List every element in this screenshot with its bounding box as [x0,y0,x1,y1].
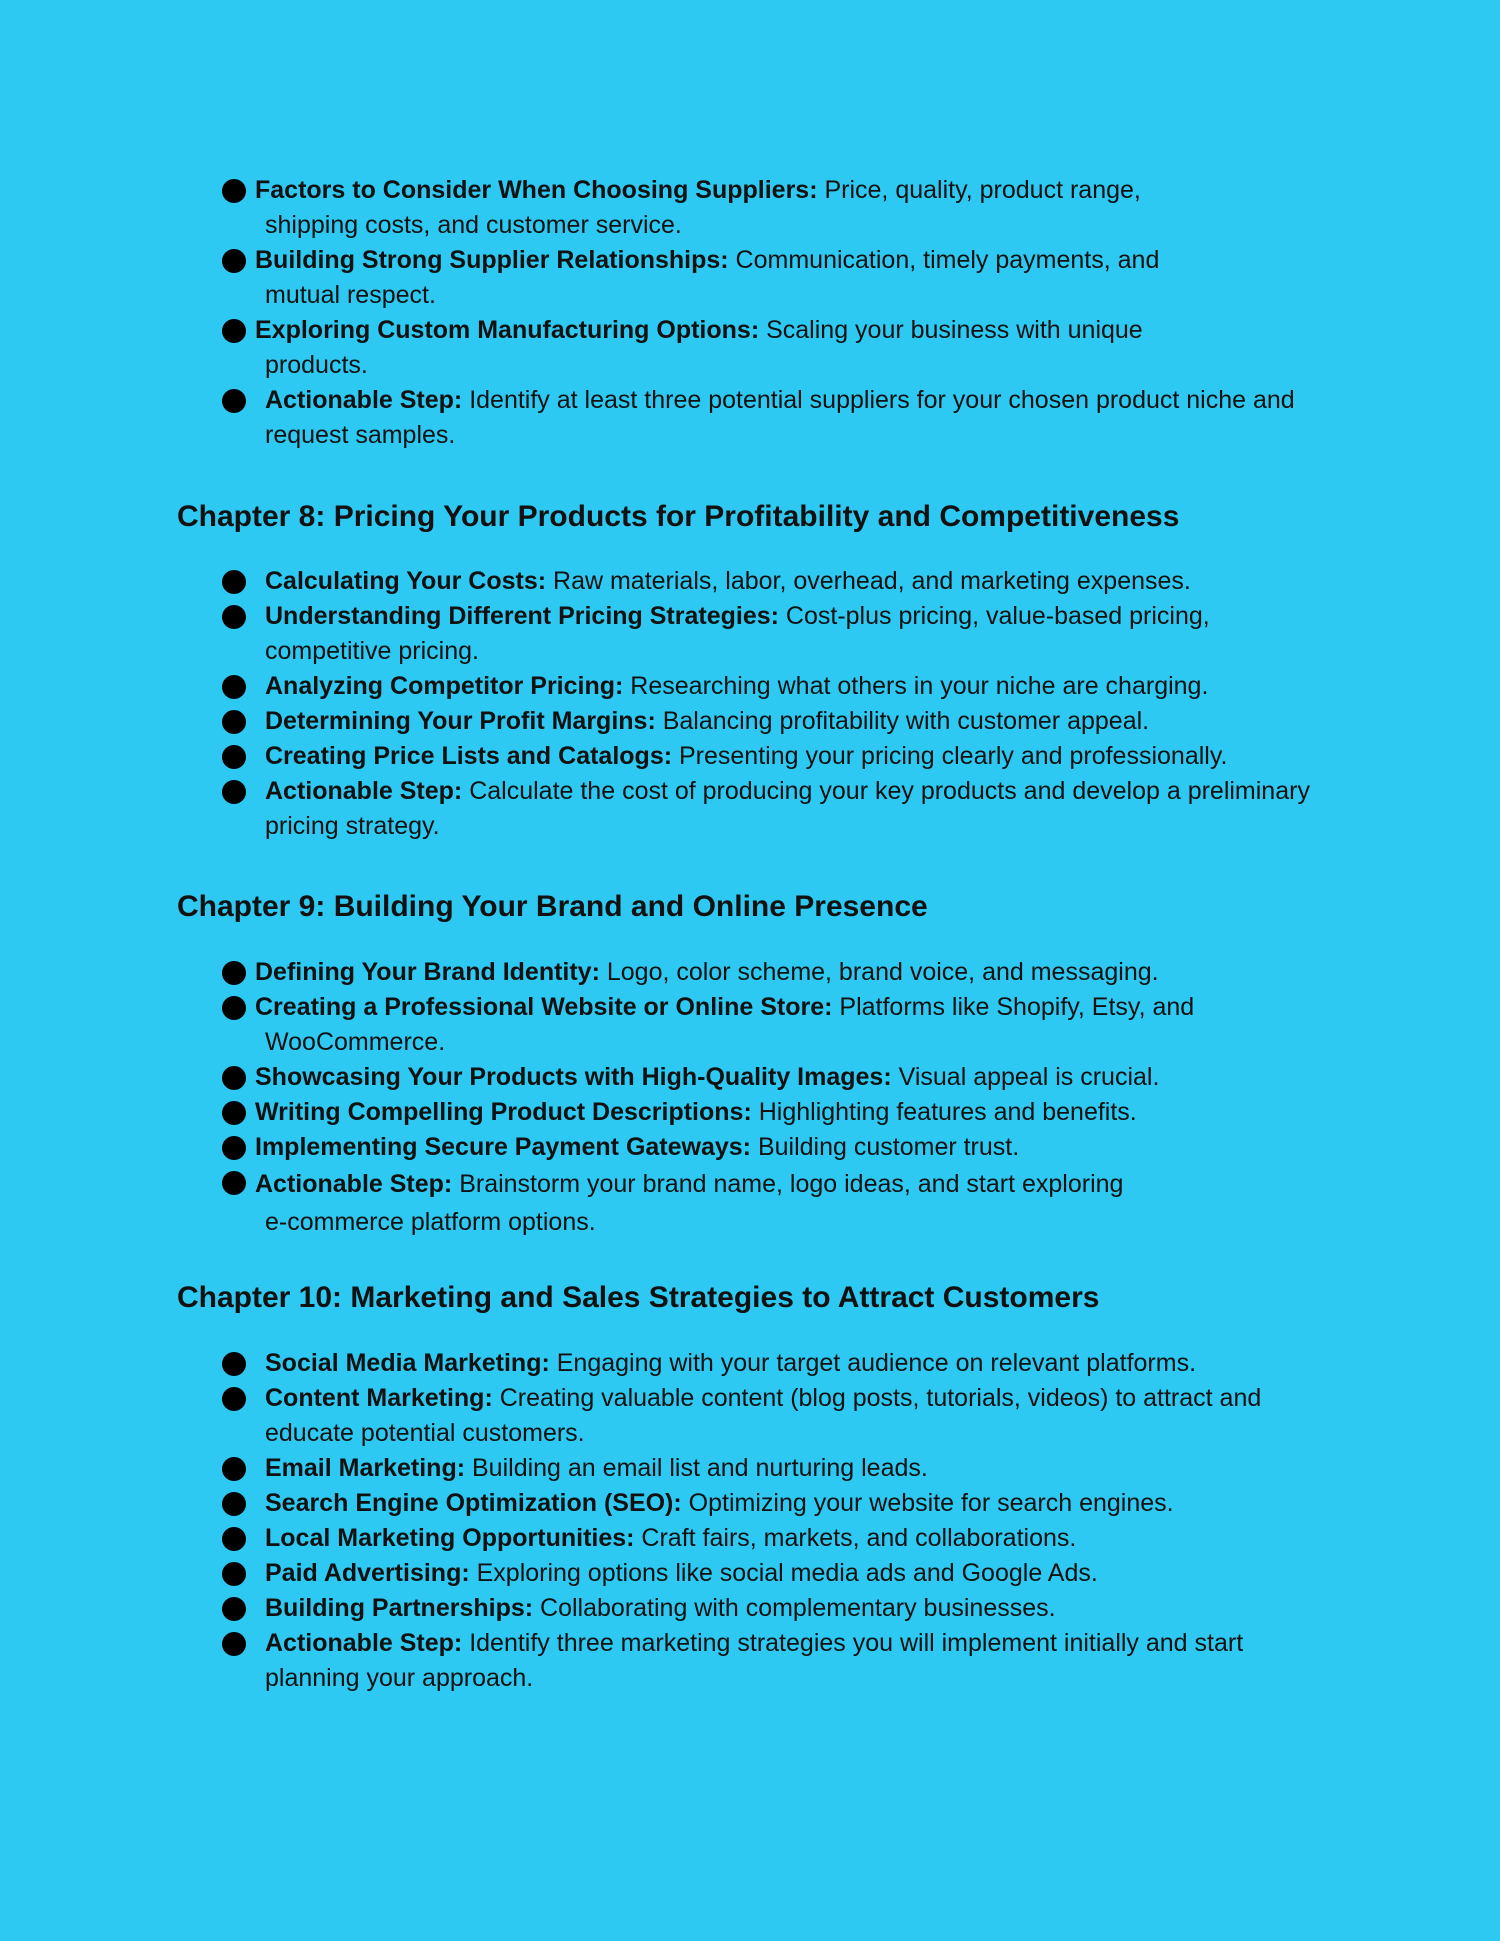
bullet-icon [222,675,246,699]
list-item: Defining Your Brand Identity: Logo, color scheme, brand voice, and messaging. [0,955,1500,990]
bullet-icon [222,1101,246,1125]
bullet-icon [222,1352,246,1376]
chapter-8-heading: Chapter 8: Pricing Your Products for Profitability and Competitiveness [177,500,1180,533]
bullet-icon [222,996,246,1020]
list-item: Actionable Step: Identify three marketing strategies you will implement initially and start planning your approach. [0,1626,1500,1696]
list-item: Calculating Your Costs: Raw materials, labor, overhead, and marketing expenses. [0,564,1500,599]
bullet-icon [222,1527,246,1551]
bullet-icon [222,319,246,343]
bullet-icon [222,1597,246,1621]
bullet-icon [222,961,246,985]
list-item: Actionable Step: Calculate the cost of producing your key products and develop a preliminary pricing strategy. [0,774,1500,844]
bullet-icon [222,745,246,769]
bullet-icon [222,1632,246,1656]
bullet-icon [222,605,246,629]
bullet-icon [222,1066,246,1090]
bullet-icon [222,570,246,594]
bullet-icon [222,780,246,804]
list-item: Creating a Professional Website or Online Store: Platforms like Shopify, Etsy, and WooCommerce. [0,990,1500,1060]
list-item: Actionable Step: Brainstorm your brand name, logo ideas, and start exploring e-commerce platform options. [0,1165,1500,1241]
list-item: Creating Price Lists and Catalogs: Presenting your pricing clearly and professionally. [0,739,1500,774]
list-item: Implementing Secure Payment Gateways: Building customer trust. [0,1130,1500,1165]
list-item: Building Partnerships: Collaborating with complementary businesses. [0,1591,1500,1626]
bullet-icon [222,1136,246,1160]
bullet-icon [222,1562,246,1586]
bullet-icon [222,1387,246,1411]
bullet-icon [222,249,246,273]
list-item: Email Marketing: Building an email list and nurturing leads. [0,1451,1500,1486]
chapter-10-list [0,1346,1500,1696]
bullet-icon [222,1457,246,1481]
list-item: Paid Advertising: Exploring options like social media ads and Google Ads. [0,1556,1500,1591]
supplier-list [0,173,1500,453]
list-item: Exploring Custom Manufacturing Options: Scaling your business with unique products. [0,313,1500,383]
list-item: Social Media Marketing: Engaging with your target audience on relevant platforms. [0,1346,1500,1381]
bullet-icon [222,179,246,203]
bullet-icon [222,389,246,413]
list-item: Factors to Consider When Choosing Suppliers: Price, quality, product range, shipping costs, and customer service. [0,173,1500,243]
list-item: Showcasing Your Products with High-Quality Images: Visual appeal is crucial. [0,1060,1500,1095]
list-item: Writing Compelling Product Descriptions: Highlighting features and benefits. [0,1095,1500,1130]
list-item: Local Marketing Opportunities: Craft fairs, markets, and collaborations. [0,1521,1500,1556]
chapter-9-heading: Chapter 9: Building Your Brand and Online Presence [177,890,928,923]
list-item: Actionable Step: Identify at least three potential suppliers for your chosen product niche and request samples. [0,383,1500,453]
bullet-icon [222,1492,246,1516]
list-item: Content Marketing: Creating valuable content (blog posts, tutorials, videos) to attract and educate potential customers. [0,1381,1500,1451]
list-item: Search Engine Optimization (SEO): Optimizing your website for search engines. [0,1486,1500,1521]
list-item: Understanding Different Pricing Strategies: Cost-plus pricing, value-based pricing, competitive pricing. [0,599,1500,669]
bullet-icon [222,710,246,734]
list-item: Building Strong Supplier Relationships: Communication, timely payments, and mutual respect. [0,243,1500,313]
list-item: Determining Your Profit Margins: Balancing profitability with customer appeal. [0,704,1500,739]
list-item: Analyzing Competitor Pricing: Researching what others in your niche are charging. [0,669,1500,704]
chapter-8-list [0,564,1500,844]
bullet-icon [222,1171,246,1195]
chapter-9-list [0,955,1500,1241]
chapter-10-heading: Chapter 10: Marketing and Sales Strategies to Attract Customers [177,1281,1100,1314]
